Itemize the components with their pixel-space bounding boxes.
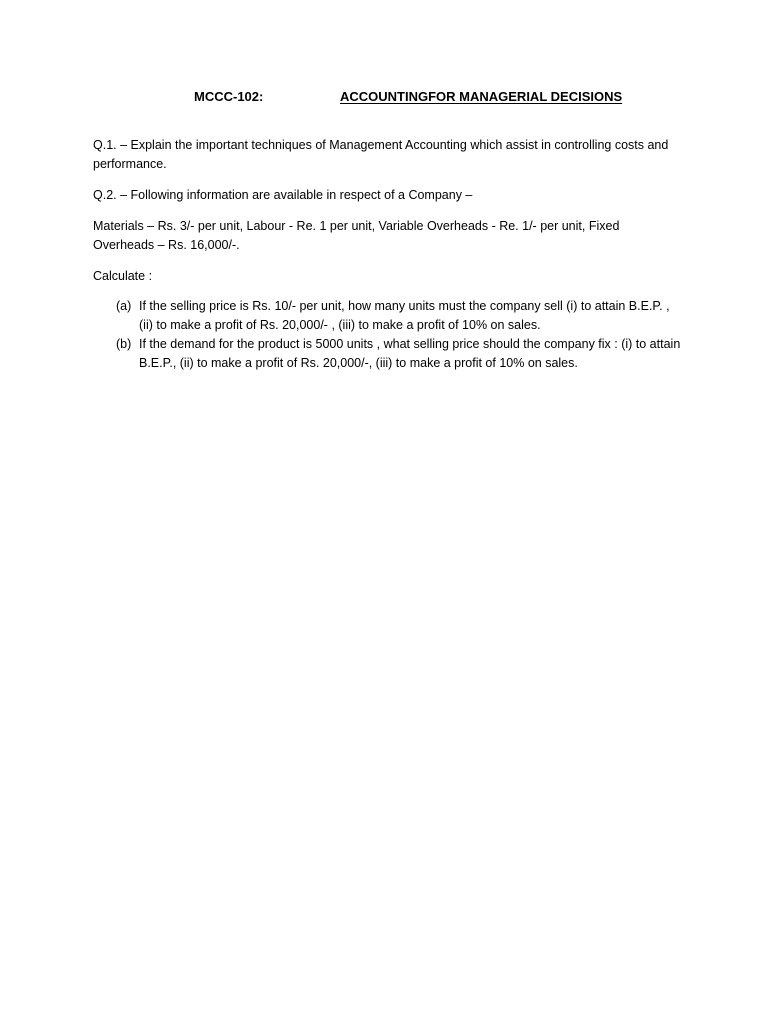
- cost-information: Materials – Rs. 3/- per unit, Labour - Re. 1 per unit, Variable Overheads - Re. 1/- per unit, Fixed Overheads – Rs. 16,000/-.: [93, 219, 620, 252]
- list-item: [93, 335, 683, 373]
- question-2: Q.2. – Following information are available in respect of a Company –: [93, 188, 473, 202]
- list-marker: (a): [116, 299, 132, 313]
- course-title: ACCOUNTINGFOR MANAGERIAL DECISIONS: [340, 89, 623, 104]
- question-2-parts: [93, 297, 683, 373]
- document-heading: [0, 87, 768, 107]
- list-item-text: If the selling price is Rs. 10/- per unit, how many units must the company sell (i) to attain B.E.P. , (ii) to make a profit of Rs. 20,000/- , (iii) to make a profit of 10% on sales.: [139, 299, 670, 332]
- calculate-label: Calculate :: [93, 269, 153, 283]
- list-item-text: If the demand for the product is 5000 units , what selling price should the company fix : (i) to attain B.E.P., (ii) to make a profit of Rs. 20,000/-, (iii) to make a profit of 10% on sales.: [139, 337, 681, 370]
- list-marker: (b): [116, 337, 132, 351]
- course-code: MCCC-102:: [194, 89, 264, 104]
- list-item: [93, 297, 683, 335]
- question-1: Q.1. – Explain the important techniques of Management Accounting which assist in controlling costs and performance.: [93, 138, 669, 171]
